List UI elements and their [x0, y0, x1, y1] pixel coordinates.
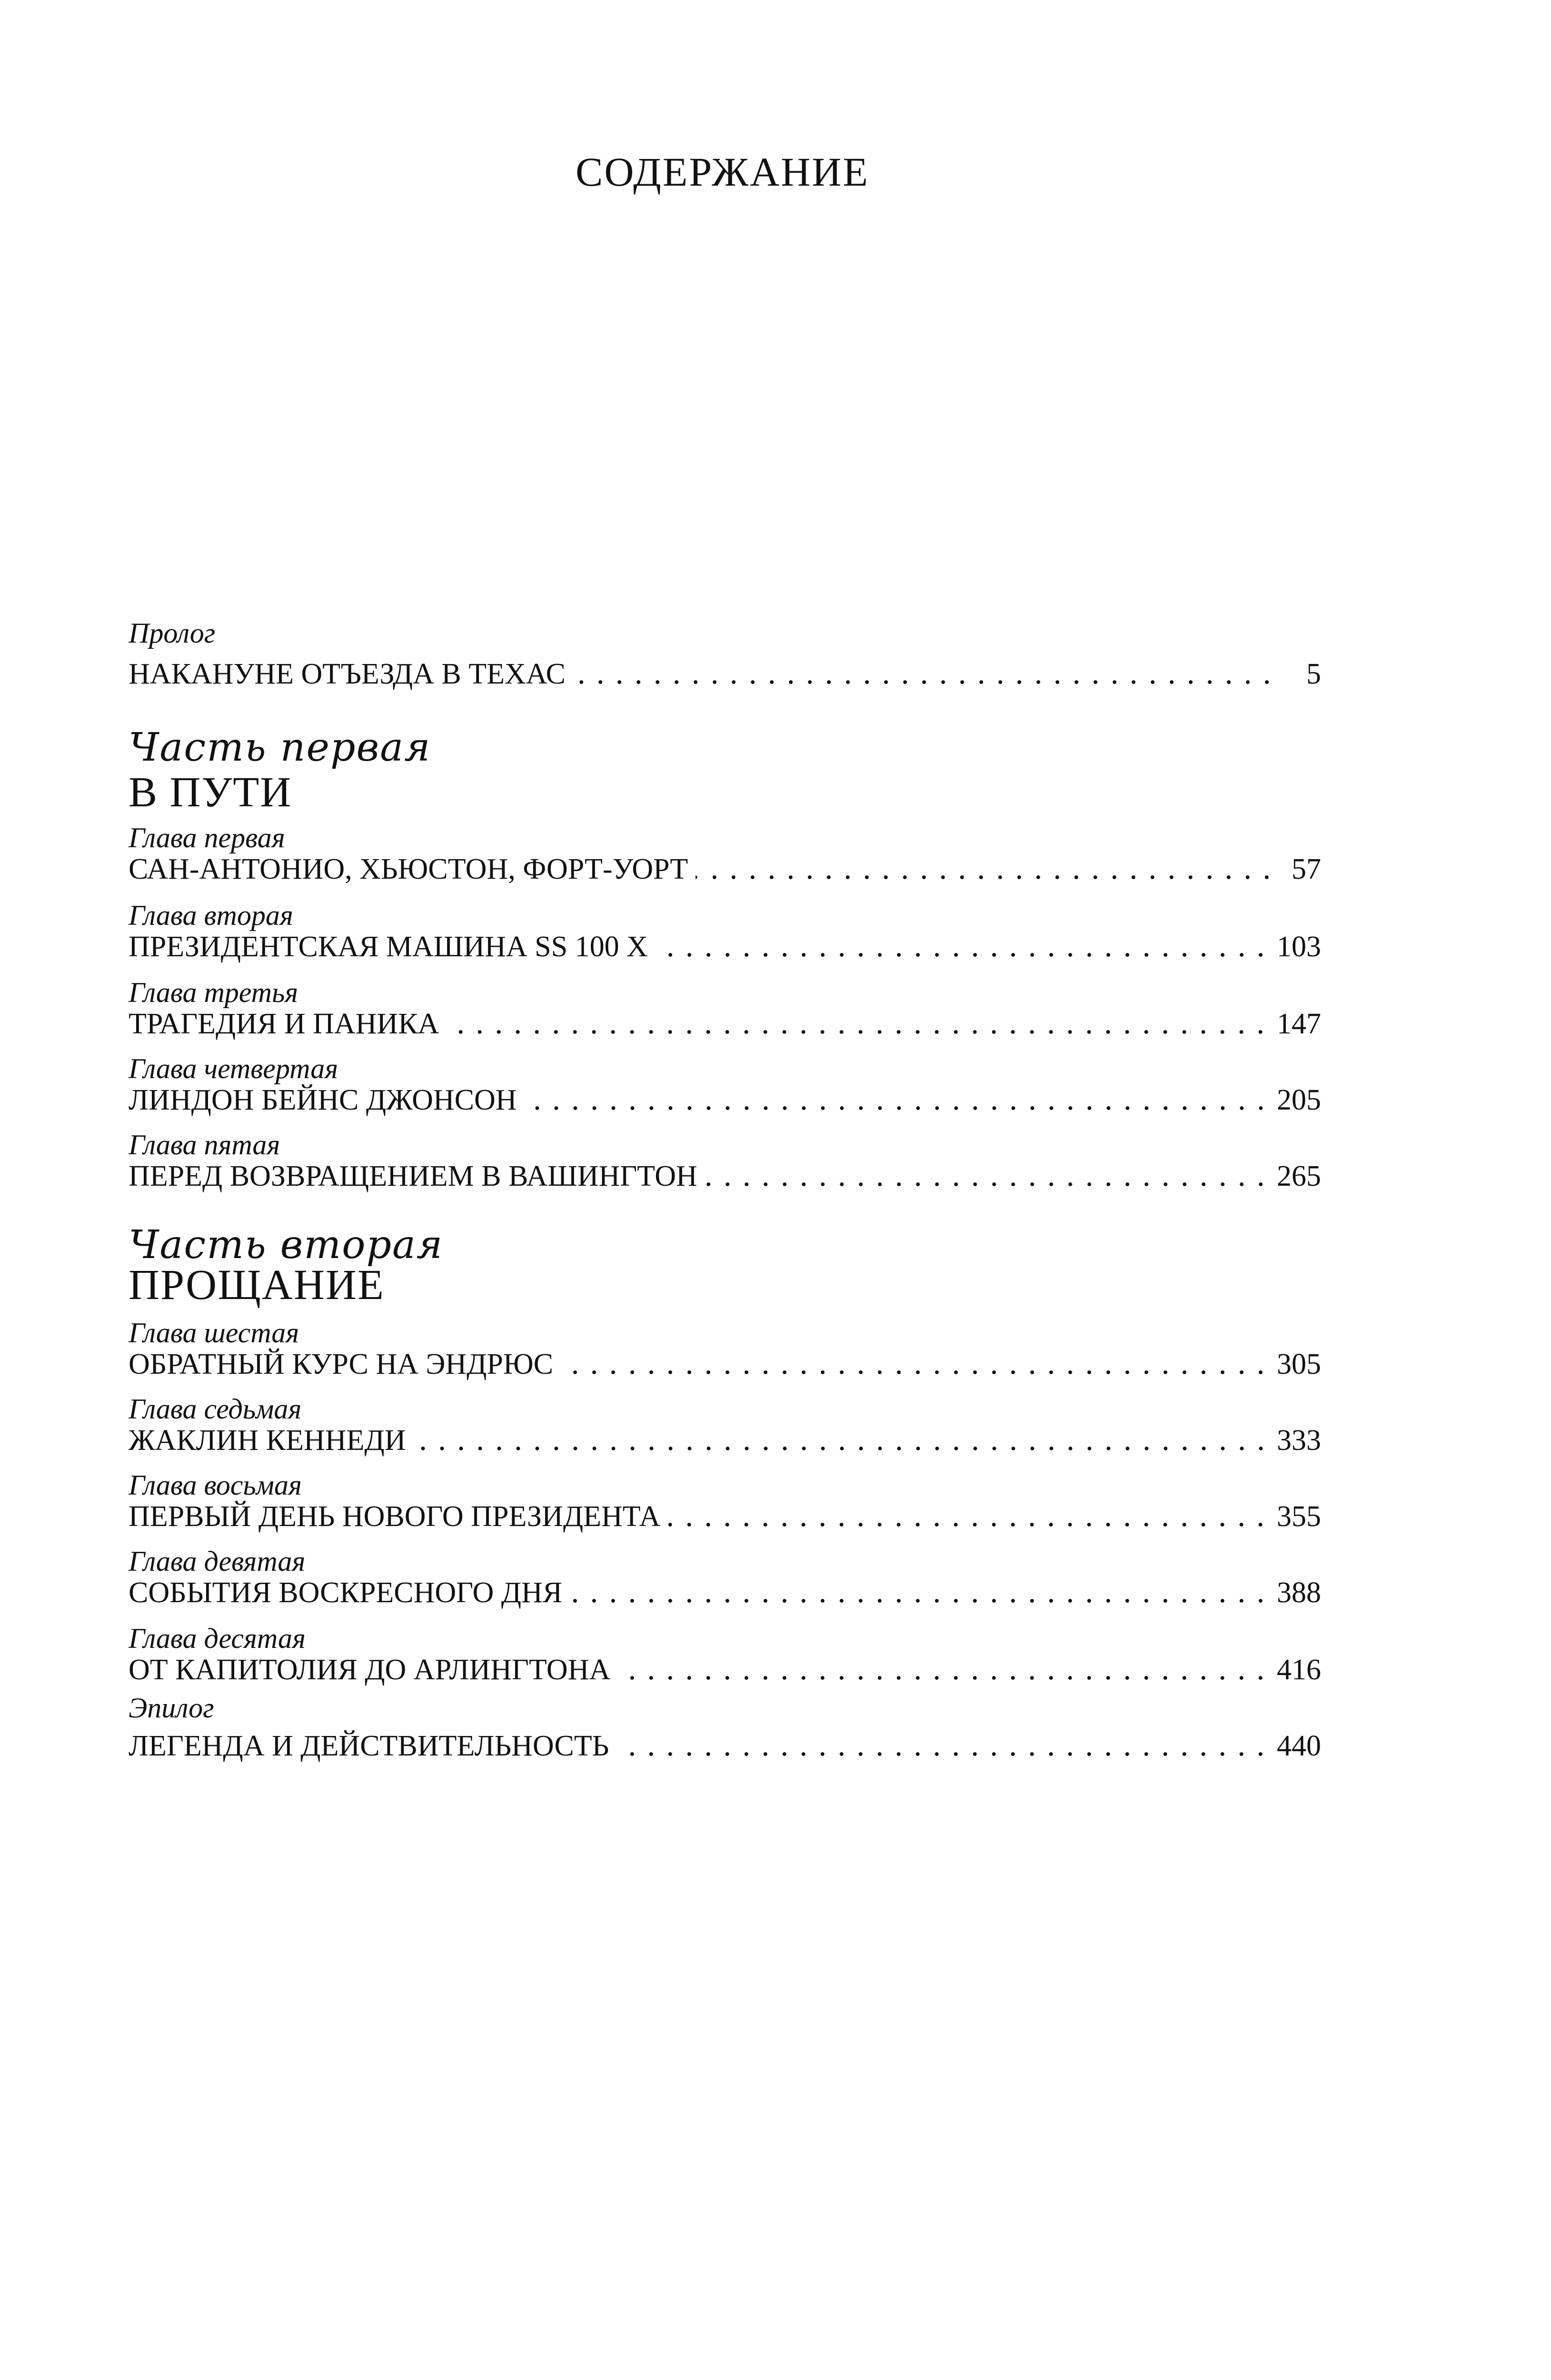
toc-entry-chapter-9[interactable]: [129, 1578, 1321, 1607]
chapter-label: Глава четвертая: [129, 1053, 338, 1084]
entry-title: ПЕРВЫЙ ДЕНЬ НОВОГО ПРЕЗИДЕНТА: [129, 1500, 661, 1533]
page-title: СОДЕРЖАНИЕ: [575, 149, 870, 195]
dot-leader: [414, 1446, 1271, 1451]
table-of-contents: [129, 0, 1321, 2380]
dot-leader: [525, 1105, 1270, 1111]
entry-page: 440: [1277, 1730, 1321, 1762]
chapter-label: Глава восьмая: [129, 1469, 302, 1501]
toc-entry-chapter-4[interactable]: [129, 1085, 1321, 1115]
entry-page: 57: [1292, 853, 1321, 885]
entry-title: ЛИНДОН БЕЙНС ДЖОНСОН: [129, 1084, 517, 1116]
toc-entry-prolog[interactable]: [129, 659, 1321, 689]
chapter-label: Глава вторая: [129, 900, 293, 931]
part1-label: Часть первая: [129, 725, 431, 770]
dot-leader: [447, 1029, 1270, 1035]
entry-page: 355: [1277, 1500, 1321, 1533]
entry-title: ОТ КАПИТОЛИЯ ДО АРЛИНГТОНА: [129, 1654, 611, 1686]
entry-page: 416: [1277, 1654, 1321, 1686]
entry-page: 305: [1277, 1348, 1321, 1380]
entry-title: НАКАНУНЕ ОТЪЕЗДА В ТЕХАС: [129, 658, 566, 690]
entry-title: ОБРАТНЫЙ КУРС НА ЭНДРЮС: [129, 1348, 553, 1380]
entry-title: САН-АНТОНИО, ХЬЮСТОН, ФОРТ-УОРТ: [129, 853, 688, 885]
entry-page: 388: [1277, 1577, 1321, 1609]
chapter-label: Глава шестая: [129, 1317, 299, 1349]
dot-leader: [561, 1369, 1270, 1375]
epilog-label: Эпилог: [129, 1692, 214, 1724]
dot-leader: [570, 1598, 1270, 1604]
entry-title: ПЕРЕД ВОЗВРАЩЕНИЕМ В ВАШИНГТОН: [129, 1160, 697, 1192]
part2-label: Часть вторая: [129, 1222, 444, 1268]
toc-entry-chapter-2[interactable]: [129, 932, 1321, 962]
dot-leader: [573, 679, 1276, 685]
dot-leader: [616, 1751, 1270, 1757]
part2-title: ПРОЩАНИЕ: [129, 1261, 385, 1309]
entry-page: 5: [1306, 658, 1321, 690]
entry-page: 103: [1277, 931, 1321, 963]
dot-leader: [705, 1181, 1270, 1187]
toc-entry-chapter-6[interactable]: [129, 1349, 1321, 1379]
entry-title: СОБЫТИЯ ВОСКРЕСНОГО ДНЯ: [129, 1577, 563, 1609]
entry-title: ЛЕГЕНДА И ДЕЙСТВИТЕЛЬНОСТЬ: [129, 1730, 609, 1762]
entry-page: 205: [1277, 1084, 1321, 1116]
chapter-label: Глава девятая: [129, 1546, 306, 1577]
entry-page: 333: [1277, 1424, 1321, 1457]
entry-page: 147: [1277, 1008, 1321, 1040]
chapter-label: Глава первая: [129, 822, 285, 853]
dot-leader: [656, 952, 1270, 958]
dot-leader: [668, 1522, 1270, 1527]
toc-entry-chapter-8[interactable]: [129, 1502, 1321, 1531]
entry-title: ПРЕЗИДЕНТСКАЯ МАШИНА SS 100 X: [129, 931, 648, 963]
toc-entry-chapter-1[interactable]: [129, 854, 1321, 884]
toc-entry-chapter-5[interactable]: [129, 1161, 1321, 1191]
entry-page: 265: [1277, 1160, 1321, 1192]
toc-entry-epilog[interactable]: [129, 1731, 1321, 1761]
chapter-label: Глава пятая: [129, 1129, 280, 1160]
entry-title: ЖАКЛИН КЕННЕДИ: [129, 1424, 406, 1457]
toc-entry-chapter-3[interactable]: [129, 1009, 1321, 1039]
toc-entry-chapter-7[interactable]: [129, 1426, 1321, 1455]
chapter-label: Глава десятая: [129, 1623, 306, 1654]
part1-title: В ПУТИ: [129, 769, 292, 816]
chapter-label: Глава третья: [129, 977, 298, 1008]
entry-title: ТРАГЕДИЯ И ПАНИКА: [129, 1008, 439, 1040]
chapter-label: Глава седьмая: [129, 1393, 302, 1425]
toc-entry-chapter-10[interactable]: [129, 1655, 1321, 1685]
dot-leader: [618, 1675, 1270, 1681]
prolog-label: Пролог: [129, 617, 216, 649]
dot-leader: [696, 874, 1276, 880]
